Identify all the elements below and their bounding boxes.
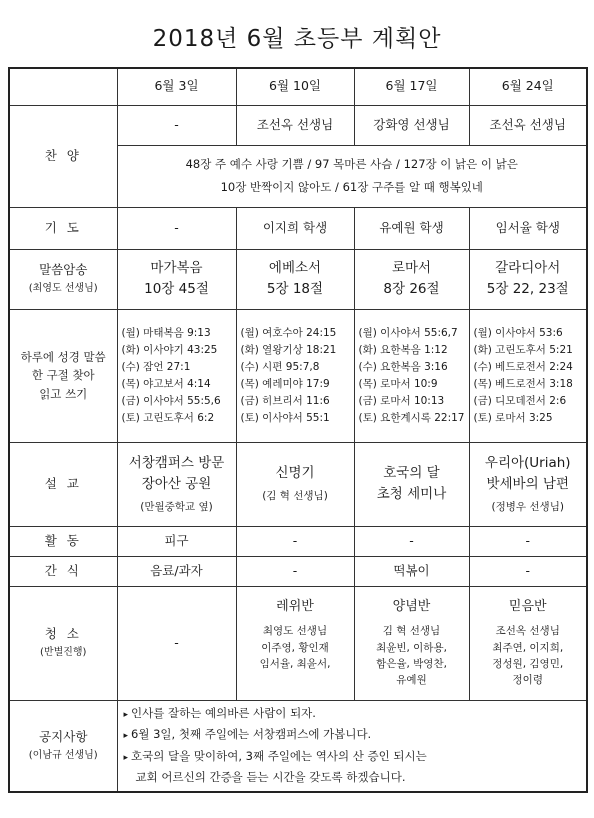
memory-verse: 5장 22, 23절 (486, 281, 569, 297)
daily-verse: (금) 로마서 10:13 (358, 394, 445, 407)
daily-label-line: 하루에 성경 말씀 (20, 349, 106, 364)
notice-text: 인사를 잘하는 예의바른 사람이 되자. (131, 706, 316, 721)
sermon-line: 서창캠퍼스 방문 (128, 454, 225, 471)
bullet-arrow-icon: ▸ (123, 710, 129, 721)
daily-verse: (화) 고린도후서 5:21 (473, 343, 573, 356)
page-title: 2018년 6월 초등부 계획안 (152, 26, 442, 52)
cleaning-group (236, 586, 354, 700)
daily-verse: (금) 디모데전서 2:6 (473, 394, 567, 407)
date-header: 6월 10일 (236, 68, 354, 105)
hymn-line: 10장 반짝이지 않아도 / 61장 구주를 알 때 행복있네 (220, 180, 483, 194)
daily-verse: (화) 이사야기 43:25 (121, 343, 218, 356)
daily-verse: (토) 로마서 3:25 (473, 411, 553, 424)
notice-list (117, 700, 587, 792)
notice-label-cell (9, 700, 117, 792)
prayer-cell: 임서율 학생 (469, 207, 587, 249)
daily-week (354, 309, 469, 442)
cleaning-member: 정이령 (512, 674, 543, 687)
notice-continuation: 교회 어르신의 간증을 듣는 시간을 갖도록 하겠습니다. (135, 770, 406, 785)
cleaning-member: 정성원, 김영민, (492, 657, 564, 670)
plan-table (8, 67, 588, 793)
activity-cell: - (469, 526, 587, 556)
bullet-arrow-icon: ▸ (123, 731, 129, 742)
corner-cell (9, 68, 117, 105)
cleaning-member (237, 672, 354, 688)
cleaning-member: 조선옥 선생님 (495, 625, 560, 638)
notice-item (124, 703, 587, 724)
sermon-line: 우리아(Uriah) (484, 454, 571, 471)
snack-cell: 음료/과자 (117, 556, 236, 586)
daily-verse: (월) 이사야서 53:6 (473, 326, 563, 339)
memory-cell (354, 249, 469, 309)
notice-teacher: (이남규 선생님) (28, 749, 98, 761)
sermon-cell (354, 442, 469, 526)
snack-label: 간 식 (9, 556, 117, 586)
notice-text: 6월 3일, 첫째 주일에는 서창캠퍼스에 가봅니다. (131, 727, 372, 742)
cleaning-group (354, 586, 469, 700)
daily-label (9, 309, 117, 442)
sermon-row (9, 442, 587, 526)
sermon-cell (236, 442, 354, 526)
memory-teacher: (최영도 선생님) (28, 283, 98, 295)
daily-week (117, 309, 236, 442)
cleaning-group-name: 양념반 (392, 598, 431, 614)
cleaning-member: 최주연, 이지희, (492, 641, 564, 654)
praise-label: 찬 양 (9, 105, 117, 207)
prayer-cell: - (117, 207, 236, 249)
sermon-cell (469, 442, 587, 526)
memory-cell (469, 249, 587, 309)
praise-leader-row (9, 105, 587, 145)
daily-verse: (토) 요한계시록 22:17 (358, 411, 465, 424)
cleaning-member: 임서율, 최윤서, (259, 657, 331, 670)
notice-text: 호국의 달을 맞이하여, 3째 주일에는 역사의 산 증인 되시는 (131, 748, 427, 763)
memory-book: 로마서 (391, 260, 432, 277)
activity-label: 활 동 (9, 526, 117, 556)
notice-item (124, 724, 587, 745)
prayer-label: 기 도 (9, 207, 117, 249)
sermon-sub: (정병우 선생님) (491, 500, 564, 513)
sermon-line: 밧세바의 남편 (486, 475, 570, 492)
prayer-cell: 유예원 학생 (354, 207, 469, 249)
memory-cell (117, 249, 236, 309)
daily-verse: (월) 마태복음 9:13 (121, 326, 211, 339)
snack-cell: 떡볶이 (354, 556, 469, 586)
snack-row (9, 556, 587, 586)
sermon-line: 신명기 (275, 465, 315, 482)
cleaning-member: 김 혁 선생님 (382, 625, 441, 638)
daily-verse: (목) 베드로전서 3:18 (473, 377, 573, 390)
cleaning-label-cell (9, 586, 117, 700)
daily-verse: (금) 히브리서 11:6 (240, 394, 330, 407)
daily-verse: (월) 이사야서 55:6,7 (358, 326, 458, 339)
sermon-line: 장아산 공원 (141, 475, 212, 492)
praise-leader: 조선옥 선생님 (236, 105, 354, 145)
daily-verse: (수) 베드로전서 2:24 (473, 360, 573, 373)
memory-verse: 8장 26절 (383, 281, 440, 297)
daily-verse: (토) 고린도후서 6:2 (121, 411, 215, 424)
daily-verse: (토) 이사야서 55:1 (240, 411, 330, 424)
praise-leader: 강화영 선생님 (354, 105, 469, 145)
hymn-list (117, 145, 587, 207)
cleaning-member: 최윤빈, 이하용, (376, 641, 447, 654)
prayer-row (9, 207, 587, 249)
daily-verse: (금) 이사야서 55:5,6 (121, 394, 221, 407)
daily-verse: (목) 야고보서 4:14 (121, 377, 211, 390)
cleaning-member: 최영도 선생님 (262, 625, 328, 638)
praise-leader: - (117, 105, 236, 145)
sermon-cell (117, 442, 236, 526)
daily-verse: (수) 요한복음 3:16 (358, 360, 448, 373)
notice-label: 공지사항 (39, 729, 88, 745)
daily-week (469, 309, 587, 442)
activity-cell: - (236, 526, 354, 556)
memory-cell (236, 249, 354, 309)
memory-book: 에베소서 (268, 260, 322, 277)
hymn-line: 48장 주 예수 사랑 기쁨 / 97 목마른 사슴 / 127장 이 낡은 이 낡은 (185, 157, 518, 171)
daily-verse: (목) 로마서 10:9 (358, 377, 438, 390)
sermon-sub: (만월중학교 옆) (140, 500, 213, 513)
daily-row (9, 309, 587, 442)
snack-cell: - (236, 556, 354, 586)
cleaning-member: 이주영, 황인재 (261, 641, 329, 654)
notice-row (9, 700, 587, 792)
sermon-label: 설 교 (9, 442, 117, 526)
daily-label-line: 한 구절 찾아 (31, 368, 95, 383)
date-header: 6월 3일 (117, 68, 236, 105)
date-header: 6월 17일 (354, 68, 469, 105)
snack-cell: - (469, 556, 587, 586)
prayer-cell: 이지희 학생 (236, 207, 354, 249)
praise-leader: 조선옥 선생님 (469, 105, 587, 145)
activity-cell: 피구 (117, 526, 236, 556)
memory-row (9, 249, 587, 309)
sermon-line: 호국의 달 (383, 465, 440, 482)
cleaning-group-name: 레위반 (276, 598, 314, 614)
bullet-arrow-icon: ▸ (123, 752, 129, 763)
daily-verse: (월) 여호수아 24:15 (240, 326, 337, 339)
daily-verse: (화) 열왕기상 18:21 (240, 343, 337, 356)
activity-cell: - (354, 526, 469, 556)
cleaning-sub: (반별진행) (40, 647, 87, 659)
cleaning-group (469, 586, 587, 700)
cleaning-member: 함은율, 박영찬, (376, 657, 447, 670)
cleaning-member: 유예원 (396, 674, 427, 687)
notice-item (124, 746, 587, 767)
daily-verse: (목) 예레미야 17:9 (240, 377, 330, 390)
header-row (9, 68, 587, 105)
cleaning-row (9, 586, 587, 700)
memory-label-cell (9, 249, 117, 309)
sermon-line: 초청 세미나 (376, 486, 447, 502)
daily-verse: (화) 요한복음 1:12 (358, 343, 448, 356)
date-header: 6월 24일 (469, 68, 587, 105)
daily-verse: (수) 잠언 27:1 (121, 360, 191, 373)
cleaning-group-name: 믿음반 (508, 598, 547, 614)
memory-label: 말씀암송 (39, 262, 88, 278)
daily-label-line: 읽고 쓰기 (39, 386, 88, 401)
memory-verse: 10장 45절 (144, 281, 209, 297)
memory-book: 마가복음 (150, 260, 203, 277)
daily-week (236, 309, 354, 442)
memory-verse: 5장 18절 (266, 281, 324, 297)
cleaning-cell: - (117, 586, 236, 700)
daily-verse: (수) 시편 95:7,8 (240, 360, 320, 373)
memory-book: 갈라디아서 (495, 260, 561, 277)
activity-row (9, 526, 587, 556)
cleaning-label: 청 소 (44, 626, 82, 642)
sermon-sub: (김 혁 선생님) (262, 490, 328, 503)
